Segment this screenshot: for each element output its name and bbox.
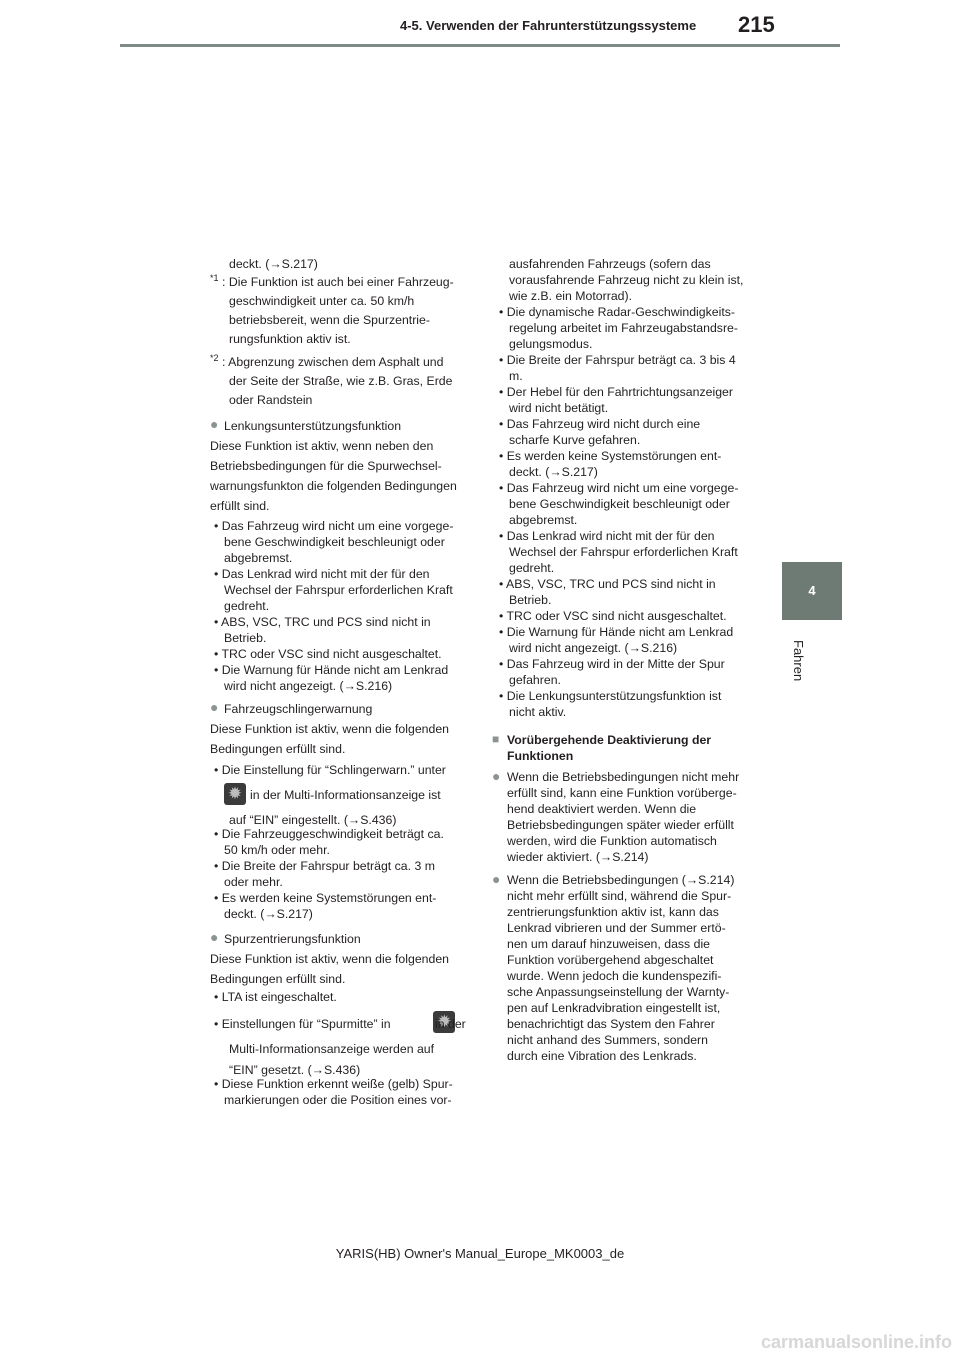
list-item: abgebremst. [224, 551, 293, 565]
list-item: • Es werden keine Systemstörungen ent- [499, 449, 722, 463]
list-item: • Die dynamische Radar-Geschwindigkeits- [499, 305, 735, 319]
section-title: 4-5. Verwenden der Fahrunterstützungssysteme [400, 18, 697, 33]
bullet-icon: ● [210, 929, 219, 945]
list-item: oder mehr. [224, 875, 283, 889]
paragraph-line: Diese Funktion ist aktiv, wenn die folgenden [210, 952, 450, 966]
chapter-label: Fahren [791, 640, 806, 682]
section-heading: Funktionen [507, 749, 574, 763]
note-line: pen auf Lenkradvibration eingestellt ist, [507, 1001, 721, 1015]
text-line: deckt. (→S.217) [229, 257, 318, 271]
list-item: gedreht. [509, 561, 555, 575]
list-item: • Die Warnung für Hände nicht am Lenkrad [214, 663, 449, 677]
paragraph-line: Diese Funktion ist aktiv, wenn die folgenden [210, 722, 450, 736]
footnote-marker: *2 [210, 353, 219, 363]
square-bullet-icon: ■ [492, 732, 500, 746]
list-item: ausfahrenden Fahrzeugs (sofern das [509, 257, 711, 271]
footnote-text: oder Randstein [229, 393, 313, 407]
note-line: nen um darauf hinzuweisen, dass die [507, 937, 711, 951]
list-item: regelung arbeitet im Fahrzeugabstandsre- [509, 321, 738, 335]
list-item: vorausfahrende Fahrzeug nicht zu klein ist, [509, 273, 744, 287]
paragraph-line: erfüllt sind. [210, 499, 270, 513]
note-line: durch eine Vibration des Lenkrads. [507, 1049, 697, 1063]
list-item: 50 km/h oder mehr. [224, 843, 330, 857]
list-item: • Das Lenkrad wird nicht mit der für den [499, 529, 715, 543]
bullet-icon: ● [210, 699, 219, 715]
list-item: • TRC oder VSC sind nicht ausgeschaltet. [499, 609, 727, 623]
list-item: wird nicht angezeigt. (→S.216) [509, 641, 678, 655]
paragraph-line: warnungsfunkton die folgenden Bedingungen [210, 479, 457, 493]
list-item: • TRC oder VSC sind nicht ausgeschaltet. [214, 647, 442, 661]
subsection-title: Spurzentrierungsfunktion [224, 932, 361, 946]
list-item: nicht aktiv. [509, 705, 567, 719]
note-line: sche Anpassungseinstellung der Warnty- [507, 985, 730, 999]
list-item: • Die Fahrzeuggeschwindigkeit beträgt ca. [214, 827, 444, 841]
page-number: 215 [738, 12, 775, 37]
list-item: m. [509, 369, 523, 383]
note-line: zentrierungsfunktion aktiv ist, kann das [507, 905, 719, 919]
note-line: nicht mehr erfüllt sind, während die Spur- [507, 889, 732, 903]
subsection-title: Lenkungsunterstützungsfunktion [224, 419, 402, 433]
list-item: gefahren. [509, 673, 561, 687]
note-line: wurde. Wenn jedoch die kundenspezifi- [507, 969, 722, 983]
list-item: markierungen oder die Position eines vor- [224, 1093, 452, 1107]
list-item: • ABS, VSC, TRC und PCS sind nicht in [499, 577, 716, 591]
list-item: • Die Lenkungsunterstützungsfunktion ist [499, 689, 722, 703]
list-item: • Das Lenkrad wird nicht mit der für den [214, 567, 430, 581]
list-item: • Das Fahrzeug wird nicht um eine vorgege- [499, 481, 739, 495]
list-item: Wechsel der Fahrspur erforderlichen Kraft [509, 545, 738, 559]
list-item: • Die Breite der Fahrspur beträgt ca. 3 bis 4 [499, 353, 736, 367]
list-item: wird nicht betätigt. [509, 401, 609, 415]
bullet-icon: ● [492, 768, 501, 784]
footnote-text: rungsfunktion aktiv ist. [229, 332, 351, 346]
list-item: deckt. (→S.217) [224, 907, 313, 921]
list-item: in der [435, 1017, 466, 1031]
gear-icon [224, 783, 246, 805]
subsection-title: Fahrzeugschlingerwarnung [224, 702, 373, 716]
list-item: Betrieb. [224, 631, 267, 645]
list-item: gelungsmodus. [509, 337, 593, 351]
paragraph-line: Bedingungen erfüllt sind. [210, 742, 346, 756]
paragraph-line: Bedingungen erfüllt sind. [210, 972, 346, 986]
note-line: nicht anhand des Summers, sondern [507, 1033, 708, 1047]
footnote-text: : Abgrenzung zwischen dem Asphalt und [222, 355, 444, 369]
list-item: abgebremst. [509, 513, 578, 527]
watermark: carmanualsonline.info [760, 1332, 952, 1352]
note-line: benachrichtigt das System den Fahrer [507, 1017, 715, 1031]
note-line: erfüllt sind, kann eine Funktion vorüberge- [507, 786, 737, 800]
list-item: auf “EIN” eingestellt. (→S.436) [229, 813, 397, 827]
paragraph-line: Diese Funktion ist aktiv, wenn neben den [210, 439, 434, 453]
list-item: wird nicht angezeigt. (→S.216) [224, 679, 393, 693]
section-heading: Vorübergehende Deaktivierung der [507, 733, 712, 747]
list-item: • Die Warnung für Hände nicht am Lenkrad [499, 625, 734, 639]
footnote-marker: *1 [210, 273, 219, 283]
list-item: scharfe Kurve gefahren. [509, 433, 641, 447]
note-line: Betriebsbedingungen später wieder erfüllt [507, 818, 734, 832]
chapter-tab [782, 562, 842, 620]
list-item: wie z.B. ein Motorrad). [509, 289, 633, 303]
footnote-text: der Seite der Straße, wie z.B. Gras, Erde [229, 374, 453, 388]
list-item: • Das Fahrzeug wird in der Mitte der Spur [499, 657, 725, 671]
list-item: Wechsel der Fahrspur erforderlichen Kraft [224, 583, 453, 597]
list-item: in der Multi-Informationsanzeige ist [250, 788, 441, 802]
list-item: • Das Fahrzeug wird nicht durch eine [499, 417, 701, 431]
list-item: • Das Fahrzeug wird nicht um eine vorgege- [214, 519, 454, 533]
footnote-text: betriebsbereit, wenn die Spurzentrie- [229, 313, 430, 327]
note-line: werden, wird die Funktion automatisch [507, 834, 717, 848]
bullet-icon: ● [210, 416, 219, 432]
list-item: • ABS, VSC, TRC und PCS sind nicht in [214, 615, 431, 629]
list-item: deckt. (→S.217) [509, 465, 598, 479]
paragraph-line: Betriebsbedingungen für die Spurwechsel- [210, 459, 442, 473]
note-line: hend deaktiviert werden. Wenn die [507, 802, 697, 816]
list-item: • LTA ist eingeschaltet. [214, 990, 337, 1004]
list-item: Multi-Informationsanzeige werden auf [229, 1042, 435, 1056]
list-item: • Einstellungen für “Spurmitte” in [214, 1017, 391, 1031]
list-item: • Diese Funktion erkennt weiße (gelb) Spur- [214, 1077, 453, 1091]
list-item: • Es werden keine Systemstörungen ent- [214, 891, 437, 905]
chapter-number: 4 [808, 583, 816, 598]
note-line: Wenn die Betriebsbedingungen (→S.214) [507, 873, 735, 887]
note-line: Lenkrad vibrieren und der Summer ertö- [507, 921, 726, 935]
header-divider [120, 44, 840, 47]
note-line: wieder aktiviert. (→S.214) [507, 850, 649, 864]
list-item: • Der Hebel für den Fahrtrichtungsanzeiger [499, 385, 733, 399]
bullet-icon: ● [492, 871, 501, 887]
footer-manual-id: YARIS(HB) Owner's Manual_Europe_MK0003_de [335, 1246, 625, 1261]
footnote-text: : Die Funktion ist auch bei einer Fahrzeug- [222, 275, 454, 289]
footnote-text: geschwindigkeit unter ca. 50 km/h [229, 294, 415, 308]
list-item: Betrieb. [509, 593, 552, 607]
note-line: Funktion vorübergehend abgeschaltet [507, 953, 714, 967]
list-item: bene Geschwindigkeit beschleunigt oder [224, 535, 445, 549]
list-item: bene Geschwindigkeit beschleunigt oder [509, 497, 730, 511]
list-item: “EIN” gesetzt. (→S.436) [229, 1063, 361, 1077]
list-item: • Die Einstellung für “Schlingerwarn.” unter [214, 763, 446, 777]
note-line: Wenn die Betriebsbedingungen nicht mehr [507, 770, 740, 784]
list-item: • Die Breite der Fahrspur beträgt ca. 3 m [214, 859, 435, 873]
list-item: gedreht. [224, 599, 270, 613]
